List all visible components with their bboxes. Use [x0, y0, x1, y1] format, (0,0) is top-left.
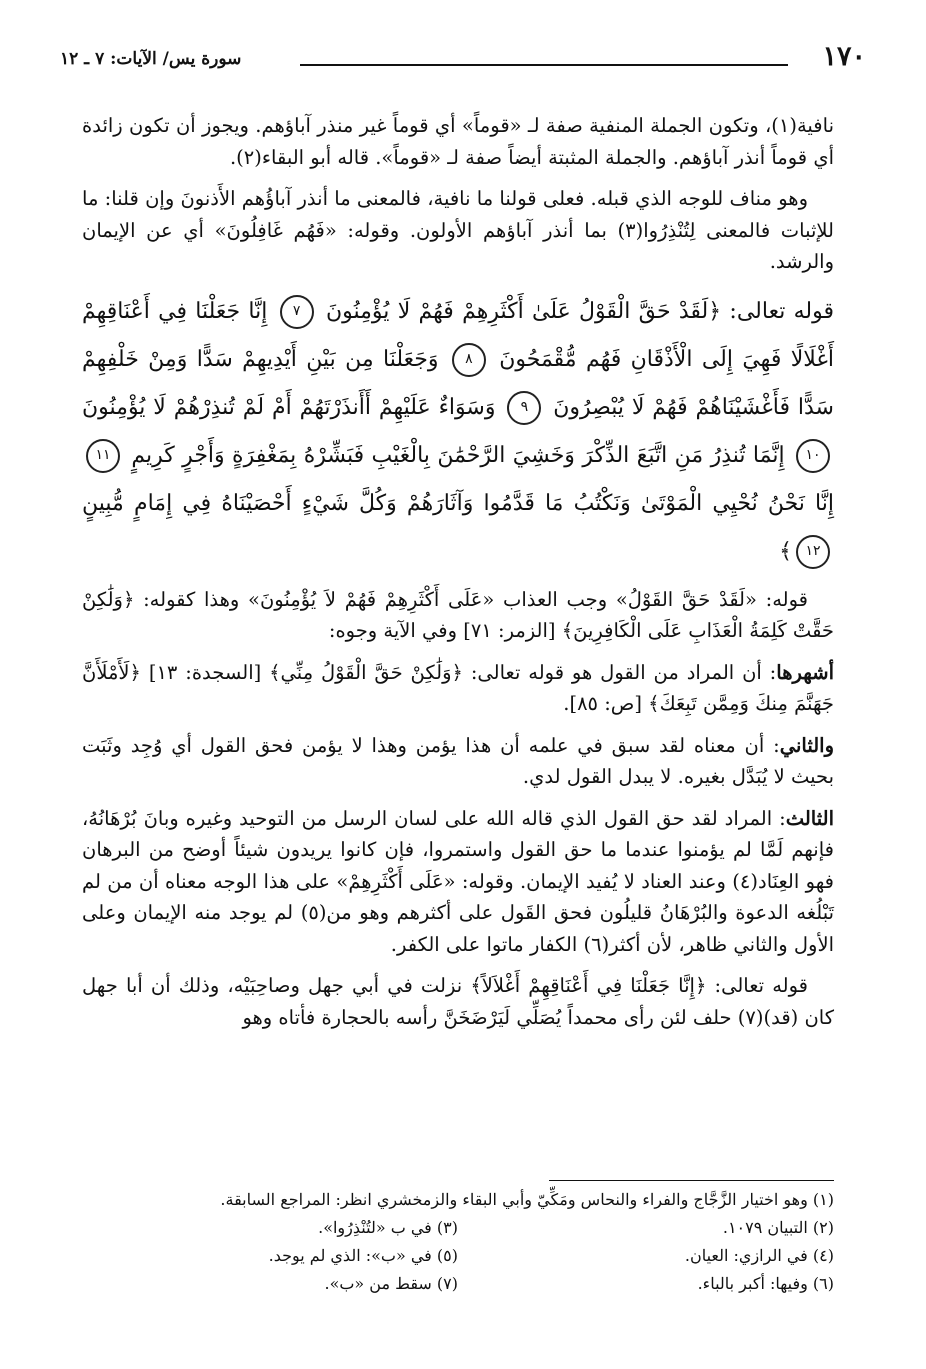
- page-number: ١٧٠: [822, 41, 866, 72]
- commentary-paragraph: [82, 970, 834, 1033]
- verse-text: إِنَّا نَحْنُ نُحْيِي الْمَوْتَىٰ وَنَكْتُبُ مَا قَدَّمُوا وَآثَارَهُمْ وَكُلَّ شَيْءٍ أَحْصَيْنَاهُ فِي إِمَامٍ مُّبِينٍ: [82, 490, 834, 516]
- footnote-separator: [549, 1180, 834, 1181]
- commentary-text: : المراد لقد حق القول الذي قاله الله على لسان الرسل من التوحيد وغيره وبانَ بُرْهَانُهُ، فإنهم لَمَّا لم يؤمنوا عندما ما حق القول واستمروا، فإن كانوا يريدون شيئاً أوضح من البرهان فهو العِنَاد(٤) وعند العناد لا يُفيد الإيمان. وقوله: «عَلَى أَكْثَرِهِمْ» على هذا الوجه معناه أن من لم تَبْلُغه الدعوة والبُرْهَانُ قليلُون فحق القَول على أكثرهم وهو من(٥) لم يوجد منه الإيمان وعلى الأول والثاني ظاهر، لأن أكثر(٦) الكفار ماتوا على الكفر.: [82, 806, 835, 956]
- footnote-row: [82, 1270, 834, 1298]
- commentary-lead-term: والثاني: [779, 733, 834, 757]
- commentary-text: قوله تعالى: ﴿إِنَّا جَعَلْنَا فِي أَعْنَاقِهِمْ أَغْلاَلاً﴾ نزلت في أبي جهل وصاحِبَيْه، وذلك أن أبا جهل كان (قد)(٧) حلف لئن رأى محمداً يُصَلِّي لَيَرْضَخَنَّ رأسه بالحجارة فأتاه وهو: [82, 974, 834, 1029]
- commentary-paragraph: [82, 730, 834, 793]
- footnote-row: [82, 1242, 834, 1270]
- verse-text: وَسَوَاءٌ عَلَيْهِمْ أَأَنذَرْتَهُمْ أَمْ لَمْ تُنذِرْهُمْ لَا يُؤْمِنُونَ: [82, 394, 496, 420]
- verse-text: وَجَعَلْنَا مِن بَيْنِ أَيْدِيهِمْ سَدًّا وَمِنْ خَلْفِهِمْ سَدًّا فَأَغْشَيْنَاهُمْ فَهُمْ لَا يُبْصِرُونَ: [82, 346, 834, 420]
- running-title: سورة يس/ الآيات: ٧ ـ ١٢: [60, 49, 242, 69]
- verse-close-bracket: ﴾: [779, 538, 792, 564]
- commentary-paragraph: [82, 657, 834, 720]
- footnote: (٥) في «ب»: الذي لم يوجد.: [268, 1246, 458, 1265]
- footnote: (٤) في الرازي: العيان.: [684, 1246, 834, 1265]
- commentary-lead-term: أشهرها: [776, 660, 834, 684]
- footnote: (١) وهو اختيار الزَّجَّاج والفراء والنحاس ومَكِّيّ وأبي البقاء والزمخشري انظر: المراجع السابقة.: [220, 1190, 834, 1209]
- footnote-row: [82, 1214, 834, 1242]
- verse-number-marker: ٩: [507, 391, 541, 425]
- paragraph-text: نافية(١)، وتكون الجملة المنفية صفة لـ «قوماً» أي قوماً غير منذر آباؤهم. ويجوز أن تكون زائدة أي قوماً أنذر آباؤهم. والجملة المثبتة أيضاً صفة لـ «قوماً». قاله أبو البقاء(٢).: [82, 114, 834, 169]
- main-text: [82, 110, 834, 1043]
- paragraph: [82, 183, 834, 278]
- verse-number-marker: ١٢: [796, 535, 830, 569]
- commentary-paragraph: [82, 584, 834, 647]
- paragraph: [82, 110, 834, 173]
- verse-intro: قوله تعالى:: [721, 298, 834, 324]
- verse-number-marker: ٨: [452, 343, 486, 377]
- paragraph-text: وهو مناف للوجه الذي قبله. فعلى قولنا ما نافية، فالمعنى ما أنذر آباؤُهم الأَذنونَ وإن قلنا: ما للإثبات فالمعنى لِتُنْذِرُوا(٣) بما أنذر آباؤهم الأولون. وقوله: «فَهُم غَافِلُونَ» أي عن الإيمان والرشد.: [82, 187, 834, 273]
- footnotes: [82, 1186, 834, 1298]
- footnote: (٧) سقط من «ب».: [324, 1274, 458, 1293]
- commentary-text: : أن المراد من القول هو قوله تعالى: ﴿وَلَٰكِنْ حَقَّ الْقَوْلُ مِنِّي﴾ [السجدة: ١٣] ﴿لَأَمْلَأَنَّ جَهَنَّمَ مِنكَ وَمِمَّن تَبِعَكَ﴾ [ص: ٨٥].: [82, 660, 834, 715]
- commentary-text: : أن معناه لقد سبق في علمه أن هذا يؤمن وهذا لا يؤمن فحق القول أي وُجِد وثَبَت بحيث لا يُبَدَّل بغيره. لا يبدل القول لدي.: [82, 733, 834, 788]
- verse-text: إِنَّا جَعَلْنَا فِي أَعْنَاقِهِمْ أَغْلَالًا فَهِيَ إِلَى الْأَذْقَانِ فَهُم مُّقْمَحُونَ: [82, 298, 834, 372]
- header-rule: [300, 64, 788, 66]
- verse-text: ﴿لَقَدْ حَقَّ الْقَوْلُ عَلَىٰ أَكْثَرِهِمْ فَهُمْ لَا يُؤْمِنُونَ: [325, 298, 722, 324]
- footnote: (٢) التبيان ١٠٧٩.: [722, 1218, 834, 1237]
- commentary-text: قوله: «لَقَدْ حَقَّ القَوْلُ» وجب العذاب «عَلَى أَكْثَرِهِمْ فَهُمْ لاَ يُؤْمِنُونَ» وهذا كقوله: ﴿وَلَٰكِنْ حَقَّتْ كَلِمَةُ الْعَذَابِ عَلَى الْكَافِرِينَ﴾ [الزمر: ٧١] وفي الآية وجوه:: [82, 587, 834, 642]
- verse-text: إِنَّمَا تُنذِرُ مَنِ اتَّبَعَ الذِّكْرَ وَخَشِيَ الرَّحْمَٰنَ بِالْغَيْبِ فَبَشِّرْهُ بِمَغْفِرَةٍ وَأَجْرٍ كَرِيمٍ: [131, 442, 785, 468]
- verse-number-marker: ٧: [280, 295, 314, 329]
- footnote: (٣) في ب «لتُنْذِرُوا».: [318, 1218, 458, 1237]
- quran-verse-block: [82, 288, 834, 576]
- commentary-lead-term: الثالث: [785, 806, 834, 830]
- verse-number-marker: ١٠: [796, 439, 830, 473]
- commentary-paragraph: [82, 803, 834, 961]
- page-header: [60, 42, 866, 74]
- footnote: (٦) وفيها: أكبر بالباء.: [697, 1274, 834, 1293]
- verse-number-marker: ١١: [86, 439, 120, 473]
